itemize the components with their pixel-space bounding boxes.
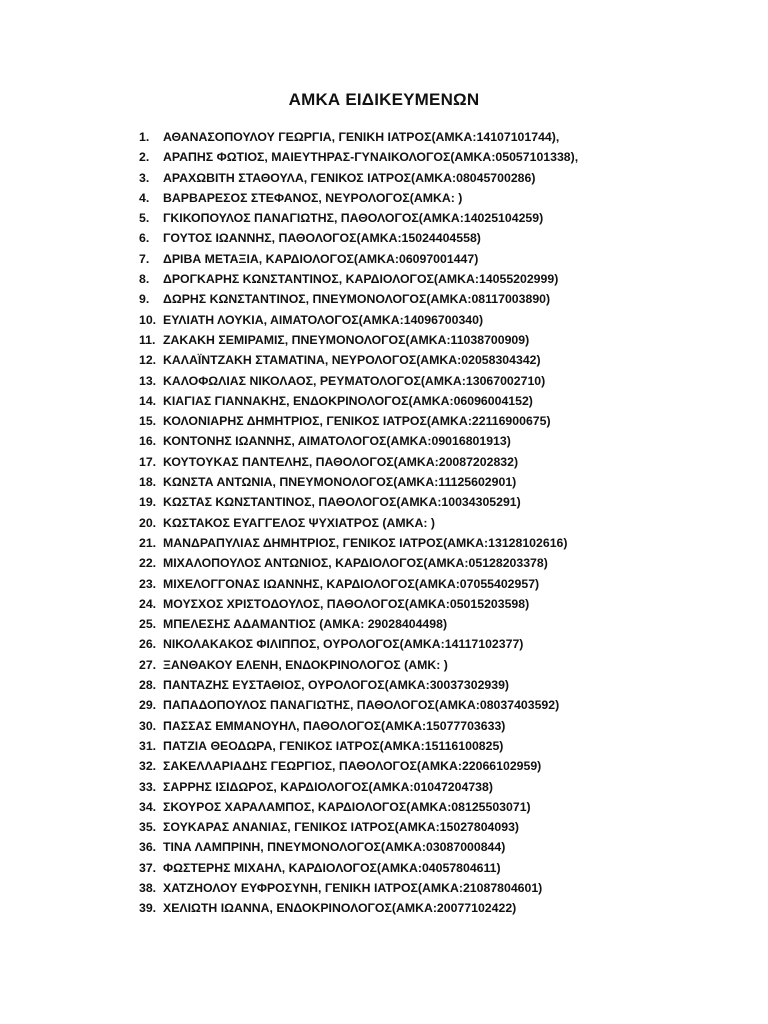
list-item [139, 858, 578, 878]
list-item-number: 18. [139, 475, 157, 490]
list-item [139, 817, 578, 837]
list-item [139, 797, 578, 817]
list-item-text: ΚΩΣΤΑΚΟΣ ΕΥΑΓΓΕΛΟΣ ΨΥΧΙΑΤΡΟΣ (ΑΜΚΑ: ) [163, 515, 435, 530]
list-item-text: ΔΡΙΒΑ ΜΕΤΑΞΙΑ, ΚΑΡΔΙΟΛΟΓΟΣ(ΑΜΚΑ:06097001447) [163, 251, 479, 266]
list-item-text: ΚΩΝΣΤΑ ΑΝΤΩΝΙΑ, ΠΝΕΥΜΟΝΟΛΟΓΟΣ(ΑΜΚΑ:11125602901) [163, 475, 517, 490]
list-item-text: ΜΙΧΑΛΟΠΟΥΛΟΣ ΑΝΤΩΝΙΟΣ, ΚΑΡΔΙΟΛΟΓΟΣ(ΑΜΚΑ:05128203378) [163, 556, 548, 571]
list-item [139, 472, 578, 492]
list-item-number: 15. [139, 414, 157, 429]
list-item-number: 16. [139, 434, 157, 449]
list-item-text: ΔΡΟΓΚΑΡΗΣ ΚΩΝΣΤΑΝΤΙΝΟΣ, ΚΑΡΔΙΟΛΟΓΟΣ(ΑΜΚΑ:14055202999) [163, 272, 559, 287]
list-item-number: 5. [139, 211, 150, 226]
list-item-text: ΓΟΥΤΟΣ ΙΩΑΝΝΗΣ, ΠΑΘΟΛΟΓΟΣ(ΑΜΚΑ:15024404558) [163, 231, 481, 246]
list-item-number: 17. [139, 454, 157, 469]
list-item-text: ΧΕΛΙΩΤΗ ΙΩΑΝΝΑ, ΕΝΔΟΚΡΙΝΟΛΟΓΟΣ(ΑΜΚΑ:20077102422) [163, 901, 517, 916]
list-item-text: ΚΟΛΟΝΙΑΡΗΣ ΔΗΜΗΤΡΙΟΣ, ΓΕΝΙΚΟΣ ΙΑΤΡΟΣ(ΑΜΚΑ:22116900675) [163, 414, 551, 429]
list-item-text: ΠΑΣΣΑΣ ΕΜΜΑΝΟΥΗΛ, ΠΑΘΟΛΟΓΟΣ(ΑΜΚΑ:15077703633) [163, 718, 506, 733]
list-item-number: 21. [139, 535, 157, 550]
list-item-text: ΝΙΚΟΛΑΚΑΚΟΣ ΦΙΛΙΠΠΟΣ, ΟΥΡΟΛΟΓΟΣ(ΑΜΚΑ:14117102377) [163, 637, 524, 652]
list-item-number: 1. [139, 130, 150, 144]
list-item [139, 655, 578, 675]
list-item [139, 837, 578, 857]
list-item [139, 513, 578, 533]
list-item-text: ΣΟΥΚΑΡΑΣ ΑΝΑΝΙΑΣ, ΓΕΝΙΚΟΣ ΙΑΤΡΟΣ(ΑΜΚΑ:15027804093) [163, 820, 520, 835]
list-item-text: ΠΑΝΤΑΖΗΣ ΕΥΣΤΑΘΙΟΣ, ΟΥΡΟΛΟΓΟΣ(ΑΜΚΑ:30037302939) [163, 678, 510, 693]
list-item-number: 12. [139, 353, 157, 368]
list-item [139, 431, 578, 451]
list-item [139, 898, 578, 918]
list-item [139, 716, 578, 736]
list-item [139, 147, 578, 167]
list-item-text: ΑΡΑΠΗΣ ΦΩΤΙΟΣ, ΜΑΙΕΥΤΗΡΑΣ-ΓΥΝΑΙΚΟΛΟΓΟΣ(ΑΜΚΑ:05057101338), [163, 150, 579, 165]
list-item [139, 756, 578, 776]
list-item-number: 6. [139, 231, 150, 246]
list-item-text: ΑΡΑΧΩΒΙΤΗ ΣΤΑΘΟΥΛΑ, ΓΕΝΙΚΟΣ ΙΑΤΡΟΣ(ΑΜΚΑ:08045700286) [163, 170, 536, 185]
list-item [139, 736, 578, 756]
list-item-number: 32. [139, 759, 157, 774]
list-item-text: ΓΚΙΚΟΠΟΥΛΟΣ ΠΑΝΑΓΙΩΤΗΣ, ΠΑΘΟΛΟΓΟΣ(ΑΜΚΑ:14025104259) [163, 211, 544, 226]
list-item [139, 310, 578, 330]
list-item-text: ΠΑΠΑΔΟΠΟΥΛΟΣ ΠΑΝΑΓΙΩΤΗΣ, ΠΑΘΟΛΟΓΟΣ(ΑΜΚΑ:08037403592) [163, 698, 560, 713]
list-item-text: ΚΟΝΤΟΝΗΣ ΙΩΑΝΝΗΣ, ΑΙΜΑΤΟΛΟΓΟΣ(ΑΜΚΑ:09016801913) [163, 434, 511, 449]
list-item-text: ΧΑΤΖΗΟΛΟΥ ΕΥΦΡΟΣΥΝΗ, ΓΕΝΙΚΗ ΙΑΤΡΟΣ(ΑΜΚΑ:21087804601) [163, 880, 543, 895]
list-item-number: 20. [139, 515, 157, 530]
list-item-text: ΒΑΡΒΑΡΕΣΟΣ ΣΤΕΦΑΝΟΣ, ΝΕΥΡΟΛΟΓΟΣ(ΑΜΚΑ: ) [163, 190, 463, 205]
list-item-text: ΜΟΥΣΧΟΣ ΧΡΙΣΤΟΔΟΥΛΟΣ, ΠΑΘΟΛΟΓΟΣ(ΑΜΚΑ:05015203598) [163, 596, 530, 611]
list-item [139, 634, 578, 654]
list-item-number: 14. [139, 393, 157, 408]
list-item-number: 36. [139, 840, 157, 855]
list-item-text: ΚΩΣΤΑΣ ΚΩΝΣΤΑΝΤΙΝΟΣ, ΠΑΘΟΛΟΓΟΣ(ΑΜΚΑ:10034305291) [163, 495, 521, 510]
list-item [139, 594, 578, 614]
list-item-text: ΚΑΛΟΦΩΛΙΑΣ ΝΙΚΟΛΑΟΣ, ΡΕΥΜΑΤΟΛΟΓΟΣ(ΑΜΚΑ:13067002710) [163, 373, 546, 388]
list-item [139, 391, 578, 411]
list-item-text: ΕΥΛΙΑΤΗ ΛΟΥΚΙΑ, ΑΙΜΑΤΟΛΟΓΟΣ(ΑΜΚΑ:14096700340) [163, 312, 484, 327]
list-item-number: 4. [139, 190, 150, 205]
list-item-number: 24. [139, 596, 157, 611]
list-item-number: 11. [139, 332, 156, 347]
list-item-text: ΣΑΚΕΛΛΑΡΙΑΔΗΣ ΓΕΩΡΓΙΟΣ, ΠΑΘΟΛΟΓΟΣ(ΑΜΚΑ:22066102959) [163, 759, 542, 774]
list-item-number: 33. [139, 779, 157, 794]
list-item [139, 289, 578, 309]
list-item-text: ΜΑΝΔΡΑΠΥΛΙΑΣ ΔΗΜΗΤΡΙΟΣ, ΓΕΝΙΚΟΣ ΙΑΤΡΟΣ(ΑΜΚΑ:13128102616) [163, 535, 568, 550]
list-item-text: ΖΑΚΑΚΗ ΣΕΜΙΡΑΜΙΣ, ΠΝΕΥΜΟΝΟΛΟΓΟΣ(ΑΜΚΑ:11038700909) [163, 332, 530, 347]
list-item [139, 574, 578, 594]
list-item-number: 19. [139, 495, 157, 510]
list-item-number: 25. [139, 617, 157, 632]
list-item-number: 13. [139, 373, 157, 388]
list-item [139, 675, 578, 695]
list-item-text: ΞΑΝΘΑΚΟΥ ΕΛΕΝΗ, ΕΝΔΟΚΡΙΝΟΛΟΓΟΣ (ΑΜΚ: ) [163, 657, 448, 672]
list-item-number: 30. [139, 718, 157, 733]
list-item [139, 533, 578, 553]
list-item-number: 35. [139, 820, 157, 835]
list-item-number: 31. [139, 738, 157, 753]
list-item [139, 695, 578, 715]
list-item [139, 553, 578, 573]
list-item-number: 27. [139, 657, 157, 672]
list-item-text: ΑΘΑΝΑΣΟΠΟΥΛΟΥ ΓΕΩΡΓΙΑ, ΓΕΝΙΚΗ ΙΑΤΡΟΣ(ΑΜΚΑ:14107101744), [163, 130, 560, 144]
list-item [139, 492, 578, 512]
list-item-number: 37. [139, 860, 157, 875]
list-item [139, 371, 578, 391]
list-item-number: 34. [139, 799, 157, 814]
list-item [139, 249, 578, 269]
list-item [139, 228, 578, 248]
list-item [139, 188, 578, 208]
list-item-text: ΜΠΕΛΕΣΗΣ ΑΔΑΜΑΝΤΙΟΣ (ΑΜΚΑ: 29028404498) [163, 617, 448, 632]
doctor-list [139, 127, 578, 919]
list-item-text: ΣΚΟΥΡΟΣ ΧΑΡΑΛΑΜΠΟΣ, ΚΑΡΔΙΟΛΟΓΟΣ(ΑΜΚΑ:08125503071) [163, 799, 531, 814]
list-item-text: ΚΙΑΓΙΑΣ ΓΙΑΝΝΑΚΗΣ, ΕΝΔΟΚΡΙΝΟΛΟΓΟΣ(ΑΜΚΑ:06096004152) [163, 393, 533, 408]
list-item-number: 22. [139, 556, 157, 571]
list-item-number: 9. [139, 292, 150, 307]
list-item-number: 7. [139, 251, 150, 266]
list-item [139, 350, 578, 370]
list-item-number: 29. [139, 698, 157, 713]
list-item-text: ΣΑΡΡΗΣ ΙΣΙΔΩΡΟΣ, ΚΑΡΔΙΟΛΟΓΟΣ(ΑΜΚΑ:01047204738) [163, 779, 493, 794]
list-item-number: 3. [139, 170, 150, 185]
list-item-number: 2. [139, 150, 150, 165]
list-item [139, 777, 578, 797]
list-item-number: 28. [139, 678, 157, 693]
list-item-number: 10. [139, 312, 157, 327]
list-item [139, 411, 578, 431]
document-title: ΑΜΚΑ ΕΙΔΙΚΕΥΜΕΝΩΝ [288, 90, 480, 109]
list-item-text: ΔΩΡΗΣ ΚΩΝΣΤΑΝΤΙΝΟΣ, ΠΝΕΥΜΟΝΟΛΟΓΟΣ(ΑΜΚΑ:08117003890) [163, 292, 551, 307]
list-item-text: ΤΙΝΑ ΛΑΜΠΡΙΝΗ, ΠΝΕΥΜΟΝΟΛΟΓΟΣ(ΑΜΚΑ:03087000844) [163, 840, 506, 855]
list-item [139, 127, 578, 147]
list-item [139, 269, 578, 289]
list-item-number: 23. [139, 576, 157, 591]
list-item-number: 8. [139, 272, 150, 287]
list-item [139, 330, 578, 350]
list-item-text: ΜΙΧΕΛΟΓΓΟΝΑΣ ΙΩΑΝΝΗΣ, ΚΑΡΔΙΟΛΟΓΟΣ(ΑΜΚΑ:07055402957) [163, 576, 540, 591]
list-item-text: ΦΩΣΤΕΡΗΣ ΜΙΧΑΗΛ, ΚΑΡΔΙΟΛΟΓΟΣ(ΑΜΚΑ:04057804611) [163, 860, 501, 875]
list-item-text: ΠΑΤΖΙΑ ΘΕΟΔΩΡΑ, ΓΕΝΙΚΟΣ ΙΑΤΡΟΣ(ΑΜΚΑ:15116100825) [163, 738, 504, 753]
list-item [139, 878, 578, 898]
list-item-text: ΚΑΛΑΪΝΤΖΑΚΗ ΣΤΑΜΑΤΙΝΑ, ΝΕΥΡΟΛΟΓΟΣ(ΑΜΚΑ:02058304342) [163, 353, 541, 368]
list-item [139, 168, 578, 188]
list-item-number: 26. [139, 637, 157, 652]
list-item-text: ΚΟΥΤΟΥΚΑΣ ΠΑΝΤΕΛΗΣ, ΠΑΘΟΛΟΓΟΣ(ΑΜΚΑ:20087202832) [163, 454, 519, 469]
list-item-number: 39. [139, 901, 157, 916]
list-item [139, 208, 578, 228]
list-item [139, 452, 578, 472]
list-item [139, 614, 578, 634]
list-item-number: 38. [139, 880, 157, 895]
